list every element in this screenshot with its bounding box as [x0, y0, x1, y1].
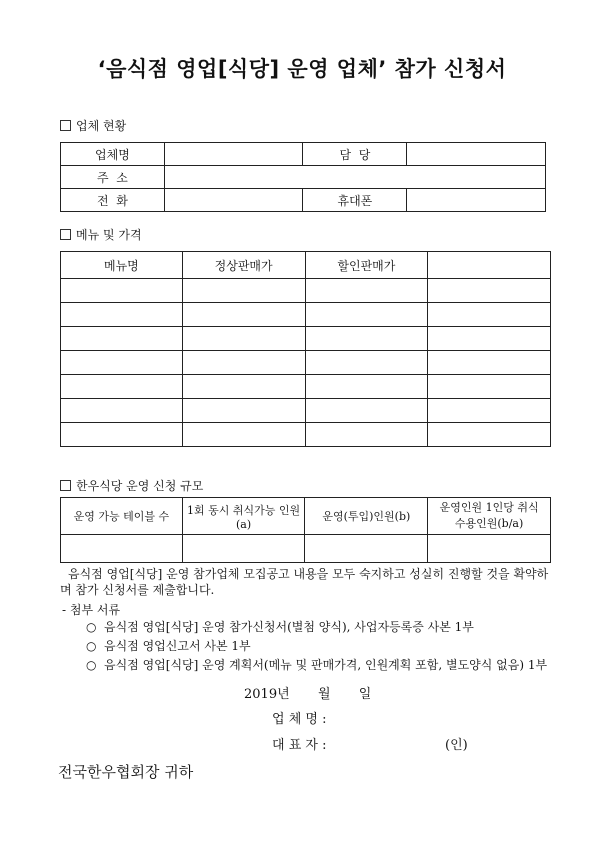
menu-cell[interactable] [305, 327, 428, 351]
menu-price-table [60, 251, 551, 447]
menu-cell[interactable] [305, 399, 428, 423]
menu-header-regular-price: 정상판매가 [182, 252, 305, 279]
address-label: 주 소 [61, 166, 165, 189]
attachment-item [86, 637, 251, 654]
scale-header-tables: 운영 가능 테이블 수 [61, 498, 183, 535]
scale-cell[interactable] [182, 535, 305, 563]
circle-bullet-icon: ○ [86, 658, 97, 672]
menu-cell[interactable] [182, 375, 305, 399]
menu-cell[interactable] [61, 351, 183, 375]
menu-header-blank [428, 252, 551, 279]
menu-cell[interactable] [182, 423, 305, 447]
phone-field[interactable] [164, 189, 303, 212]
company-name-signature-label: 업 체 명 : [272, 712, 327, 727]
menu-cell[interactable] [428, 423, 551, 447]
scale-header-staff: 운영(투입)인원(b) [305, 498, 428, 535]
menu-cell[interactable] [428, 351, 551, 375]
checkbox-square-icon [60, 229, 71, 240]
menu-cell[interactable] [305, 351, 428, 375]
menu-cell[interactable] [428, 303, 551, 327]
attachment-item-text: 음식점 영업[식당] 운영 계획서(메뉴 및 판매가격, 인원계획 포함, 별도양식 없음) 1부 [104, 658, 548, 672]
menu-cell[interactable] [182, 279, 305, 303]
section-company-heading [60, 117, 126, 134]
attachment-item-text: 음식점 영업신고서 사본 1부 [104, 639, 251, 653]
phone-label: 전 화 [61, 189, 165, 212]
attachments-label: - 첨부 서류 [62, 603, 121, 617]
menu-cell[interactable] [61, 279, 183, 303]
menu-cell[interactable] [305, 423, 428, 447]
attachment-item [86, 618, 474, 635]
menu-header-discount-price: 할인판매가 [305, 252, 428, 279]
menu-cell[interactable] [61, 303, 183, 327]
operation-scale-table [60, 497, 551, 563]
circle-bullet-icon: ○ [86, 639, 97, 653]
section-menu-heading [60, 226, 142, 243]
menu-cell[interactable] [428, 399, 551, 423]
section-menu-label: 메뉴 및 가격 [76, 228, 142, 242]
menu-cell[interactable] [305, 375, 428, 399]
scale-header-capacity: 1회 동시 취식가능 인원(a) [182, 498, 305, 535]
date-year: 2019년 [244, 687, 290, 702]
menu-cell[interactable] [182, 399, 305, 423]
menu-header-name: 메뉴명 [61, 252, 183, 279]
menu-cell[interactable] [182, 351, 305, 375]
company-info-table [60, 142, 546, 212]
date-line [244, 683, 371, 702]
menu-cell[interactable] [428, 279, 551, 303]
seal-mark: (인) [445, 738, 468, 753]
menu-cell[interactable] [428, 327, 551, 351]
scale-cell[interactable] [61, 535, 183, 563]
section-scale-label: 한우식당 운영 신청 규모 [76, 479, 204, 493]
manager-label: 담 당 [303, 143, 407, 166]
manager-field[interactable] [407, 143, 546, 166]
date-day: 일 [358, 687, 372, 702]
mobile-field[interactable] [407, 189, 546, 212]
menu-cell[interactable] [182, 303, 305, 327]
circle-bullet-icon: ○ [86, 620, 97, 634]
checkbox-square-icon [60, 120, 71, 131]
document-title: ‘음식점 영업[식당] 운영 업체’ 참가 신청서 [97, 57, 507, 81]
scale-header-ratio: 운영인원 1인당 취식 수용인원(b/a) [428, 498, 551, 535]
pledge-paragraph: 음식점 영업[식당] 운영 참가업체 모집공고 내용을 모두 숙지하고 성실히 진행할 것을 확약하며 참가 신청서를 제출합니다. [60, 567, 549, 597]
date-month: 월 [317, 687, 331, 702]
menu-cell[interactable] [61, 375, 183, 399]
company-name-label: 업체명 [61, 143, 165, 166]
scale-cell[interactable] [428, 535, 551, 563]
address-field[interactable] [164, 166, 545, 189]
company-name-field[interactable] [164, 143, 303, 166]
checkbox-square-icon [60, 480, 71, 491]
menu-cell[interactable] [61, 327, 183, 351]
menu-cell[interactable] [182, 327, 305, 351]
mobile-label: 휴대폰 [303, 189, 407, 212]
addressee-footer: 전국한우협회장 귀하 [58, 763, 194, 781]
representative-signature-label: 대 표 자 : [272, 738, 327, 753]
attachment-item [86, 656, 547, 673]
section-company-label: 업체 현황 [76, 119, 127, 133]
menu-cell[interactable] [305, 279, 428, 303]
menu-cell[interactable] [305, 303, 428, 327]
section-scale-heading [60, 477, 203, 494]
scale-cell[interactable] [305, 535, 428, 563]
attachment-item-text: 음식점 영업[식당] 운영 참가신청서(별첨 양식), 사업자등록증 사본 1부 [104, 620, 474, 634]
menu-cell[interactable] [428, 375, 551, 399]
menu-cell[interactable] [61, 423, 183, 447]
menu-cell[interactable] [61, 399, 183, 423]
